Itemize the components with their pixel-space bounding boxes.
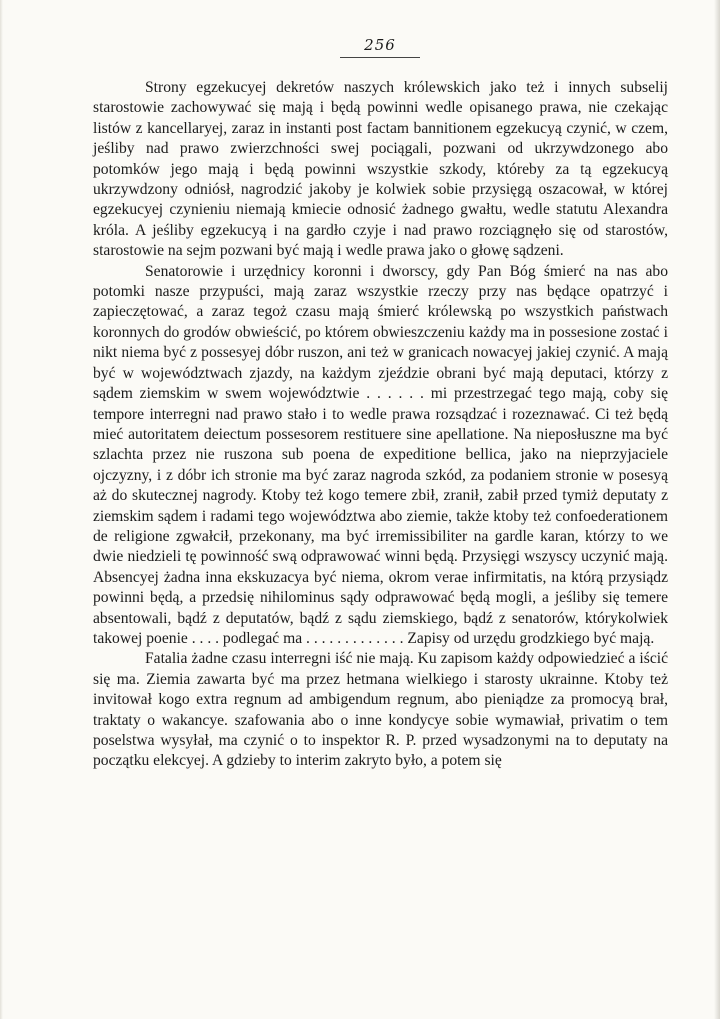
scan-edge-left: [0, 0, 3, 1019]
body-text: [93, 78, 668, 772]
page-number-underline: [340, 57, 420, 58]
page-number: 256: [364, 36, 396, 54]
paragraph-senatorowie: Senatorowie i urzędnicy koronni i dworscy, gdy Pan Bóg śmierć na nas abo potomki nasze przypuści, mają zaraz wszystkie rzeczy przy nas będące opatrzyć i zapieczętować, a zaraz tegoż czasu mają śmierć królewską po wszystkich państwach koronnych do grodów obwieścić, po którem obwieszczeniu każdy ma in possesione zostać i nikt niema być z possesyej dóbr ruszon, ani też w granicach nowacyej jakiej czynić. A mają być w województwach zjazdy, na każdym zjeździe obrani być mają deputaci, którzy z sądem ziemskim w swem województwie . . . . . . mi przestrzegać tego mają, coby się tempore interregni nad prawo stało i to wedle prawa rozsądzać i rozeznawać. Ci też będą mieć autoritatem deiectum possesorem restituere sine apellatione. Na nieposłuszne ma być szlachta przez nie ruszona sub poena de expeditione bellica, jako na nieprzyjaciele ojczyzny, i z dóbr ich stronie ma być zaraz nagroda szkód, za podaniem stronie w posesyą aż do skutecznej nagrody. Ktoby też kogo temere zbił, zranił, zabił przed tymiż deputaty z ziemskim sądem i radami tego województwa abo ziemie, także ktoby też confoederationem de religione zgwałcił, przekonany, ma być irremissibiliter na gardle karan, którzy to we dwie niedzieli tę powinność swą odprawować winni będą. Przysięgi wszyscy uczynić mają. Absencyej żadna inna ekskuzacya być niema, okrom verae infirmitatis, na którą przysiądz powinni będą, a przedsię nihilominus sądy odprawować będą mogli, a jeśliby się temere absentowali, bądź z deputatów, bądź z sądu ziemskiego, bądź z senatorów, którykolwiek takowej poenie . . . . podlegać ma . . . . . . . . . . . . . Zapisy od urzędu grodzkiego być mają.: [93, 262, 668, 647]
paragraph-egzekucya: Strony egzekucyej dekretów naszych królewskich jako też i innych subselij starostowie zachowywać się mają i będą powinni wedle opisanego prawa, nie czekając listów z kancellaryej, zaraz in instanti post factam bannitionem egzekucyą czynić, w czem, jeśliby nad prawo zwierzchności swej pociągali, pozwani od ukrzywdzonego abo potomków jego mają i będą powinni wszystkie szkody, któreby za tą egzekucyą ukrzywdzony odniósł, nagrodzić jakoby je kolwiek sobie przysięgą oszacował, w której egzekucyej czynieniu niemają kmiecie odnosić żadnego gwałtu, wedle statutu Alexandra króla. A jeśliby egzekucyą i na gardło czyje i nad prawo rozciągnęło się od starostów, starostowie na sejm pozwani być mają i wedle prawa jako o głowę sądzeni.: [93, 79, 668, 260]
paragraph-fatalia: Fatalia żadne czasu interregni iść nie mają. Ku zapisom każdy odpowiedzieć a iścić się ma. Ziemia zawarta być ma przez hetmana wielkiego i starosty ukrainne. Ktoby też invitował kogo extra regnum ad ambigendum regnum, abo pieniądze za promocyą brał, traktaty o wakancye. szafowania abo o inne kondycye sobie wymawiał, privatim o tem poselstwa wysyłał, ma czynić o to inspektor R. P. przed wysadzonymi na to deputaty na początku elekcyej. A gdzieby to interim zakryto było, a potem się: [93, 650, 668, 770]
scan-edge-right: [714, 0, 720, 1019]
